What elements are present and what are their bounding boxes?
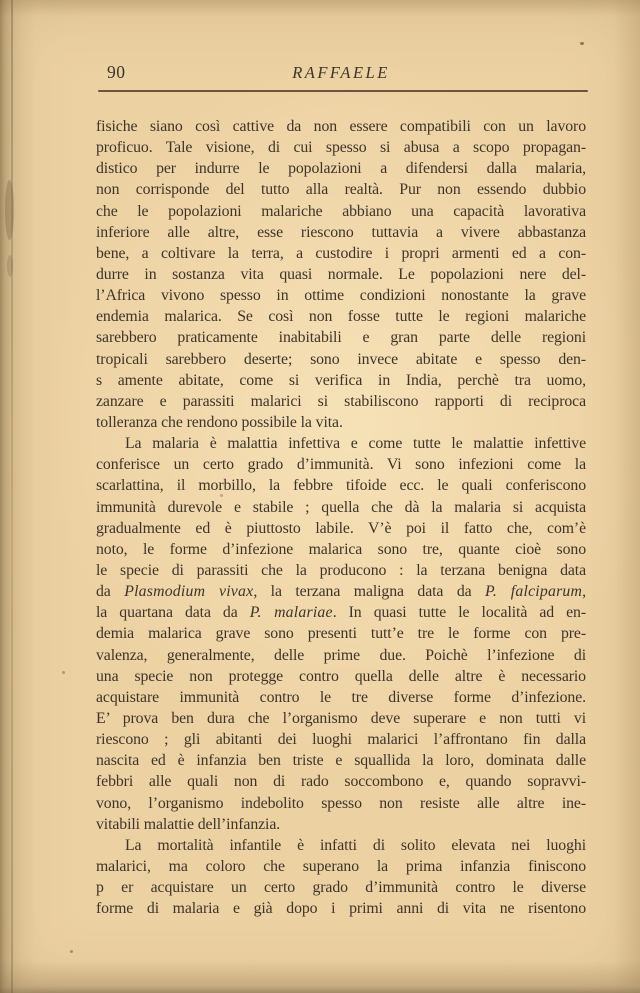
text-line: le specie di parassiti che la producono : la terzana benigna data [96,561,586,579]
text-line: valenza, generalmente, delle prime due. Poichè l’infezione di [96,646,586,664]
page-number: 90 [107,62,126,82]
text-line: La malaria è malattia infettiva e come tutte le malattie infettive [125,435,586,453]
paper-speck [62,671,65,674]
text-line: acquistare immunità contro le tre diverse forme d’infezione. [96,688,586,706]
text-line: una specie non protegge contro quella delle altre è necessario [96,667,586,685]
text-line: demia malarica grave sono presenti tutt’e tre le forme con pre- [96,625,586,643]
text-line: proficuo. Tale visione, di cui spesso si abusa a scopo propagan- [96,139,586,157]
paper-stain [5,180,14,240]
text-line: l’Africa vivono spesso in ottime condizioni nonostante la grave [96,287,586,305]
text-line: forme di malaria e già dopo i primi anni di vita ne risentono [96,900,586,918]
text-block [96,116,586,919]
text-line: da Plasmodium vivax, la terzana maligna data da P. falciparum, [96,583,586,601]
text-line: durre in sostanza vita quasi normale. Le popolazioni nere del- [96,265,586,283]
text-line: conferisce un certo grado d’immunità. Vi sono infezioni come la [96,456,586,474]
text-line: immunità durevole e stabile ; quella che dà la malaria si acquista [96,498,586,516]
text-line: gradualmente ed è piuttosto labile. V’è poi il fatto che, com’è [96,519,586,537]
text-line: scarlattina, il morbillo, la febbre tifoide ecc. le quali conferiscono [96,477,586,495]
text-line: riescono ; gli abitanti dei luoghi malarici l’affrontano fin dalla [96,731,586,749]
paper-stain [7,255,13,277]
header-rule [98,90,588,92]
text-line: distico per indurre le popolazioni a difendersi dalla malaria, [96,160,586,178]
text-line: s amente abitate, come si verifica in India, perchè tra uomo, [96,371,586,389]
text-line: sarebbero praticamente inabitabili e gran parte delle regioni [96,329,586,347]
text-line: inferiore alle altre, esse riescono tuttavia a vivere abbastanza [96,223,586,241]
text-line: fisiche siano così cattive da non essere compatibili con un lavoro [96,118,586,135]
paper-speck [70,950,73,953]
text-line: La mortalità infantile è infatti di solito elevata nei luoghi [125,836,586,854]
text-line: vono, l’organismo indebolito spesso non resiste alle altre ine- [96,794,586,812]
text-line: nascita ed è infanzia ben triste e squallida la loro, dominata dalle [96,752,586,770]
binding-edge [11,0,13,993]
running-header-title: RAFFAELE [292,63,390,82]
paper-speck [580,42,584,45]
text-line: febbri alle quali non di rado soccombono e, quando sopravvi- [96,773,586,791]
text-line: la quartana data da P. malariae. In quasi tutte le località ad en- [96,604,586,622]
text-line: tropicali sarebbero deserte; sono invece abitate e spesso den- [96,350,586,368]
text-line: malarici, ma coloro che superano la prima infanzia finiscono [96,857,586,875]
text-line: bene, a coltivare la terra, a custodire i propri armenti ed a con- [96,244,586,262]
text-line: vitabili malattie dell’infanzia. [96,815,281,833]
text-line: che le popolazioni malariche abbiano una capacità lavorativa [96,202,586,220]
text-line: E’ prova ben dura che l’organismo deve superare e non tutti vi [96,709,586,727]
text-line: non corrisponde del tutto alla realtà. Pur non essendo dubbio [96,181,586,199]
text-line: endemia malarica. Se così non fosse tutte le regioni malariche [96,308,586,326]
text-line: zanzare e parassiti malarici si stabiliscono rapporti di reciproca [96,392,586,410]
text-line: p er acquistare un certo grado d’immunità contro le diverse [96,879,586,897]
text-line: tolleranza che rendono possibile la vita. [96,413,343,431]
text-line: noto, le forme d’infezione malarica sono tre, quante cioè sono [96,540,586,558]
